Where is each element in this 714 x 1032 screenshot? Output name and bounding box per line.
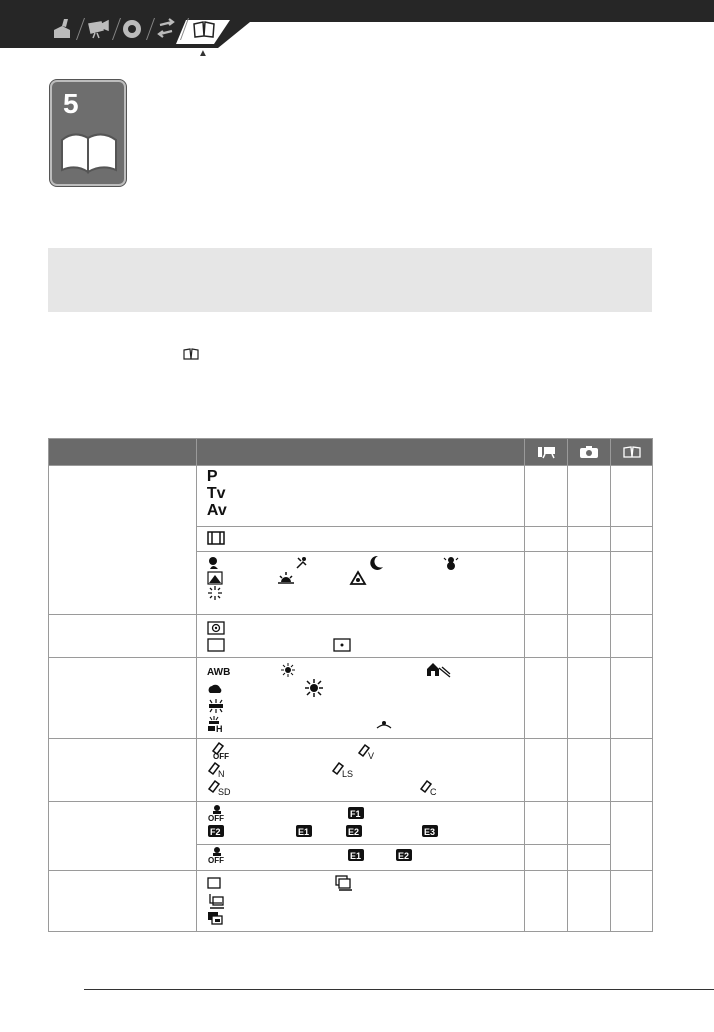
beach-icon <box>207 570 223 585</box>
table-row <box>49 615 653 658</box>
table-cell <box>611 802 653 871</box>
custom-white-balance-icon <box>375 716 393 731</box>
table-cell <box>525 552 568 615</box>
table-cell <box>611 466 653 527</box>
portrait-icon <box>207 555 221 570</box>
table-cell <box>525 845 568 871</box>
footer-rule <box>84 989 714 990</box>
effect-neutral-icon <box>207 761 229 779</box>
effect-e2-icon <box>395 847 413 862</box>
center-weighted-metering-icon <box>207 637 225 652</box>
table-row <box>49 802 653 845</box>
row-label-cell <box>49 871 197 932</box>
still-camera-icon <box>579 445 599 459</box>
svg-text:E1: E1 <box>297 826 309 837</box>
shade-icon <box>425 662 451 677</box>
row-label-cell <box>49 615 197 658</box>
program-letter: Av <box>206 502 227 519</box>
daylight-icon <box>281 662 295 677</box>
sports-icon <box>295 555 309 570</box>
table-cell <box>525 739 568 802</box>
spotlight-icon <box>350 570 366 585</box>
table-cell <box>525 466 568 527</box>
chapter-number: 5 <box>63 88 79 119</box>
digital-effect-off-icon <box>207 847 229 865</box>
effect-custom-icon <box>419 779 441 797</box>
cine-mode-cell <box>196 527 525 552</box>
effect-e2-icon <box>345 823 363 838</box>
single-shot-icon <box>207 875 221 890</box>
svg-text:N: N <box>217 768 225 779</box>
table-cell <box>525 527 568 552</box>
header-cell <box>49 439 197 466</box>
table-row <box>49 658 653 739</box>
table-cell <box>525 871 568 932</box>
row-label-cell <box>49 739 197 802</box>
effect-e1-icon <box>347 847 365 862</box>
transfer-arrows-icon[interactable] <box>154 16 178 40</box>
active-tab-marker: ▲ <box>198 48 208 59</box>
chapter-tab-banner <box>0 0 714 48</box>
effect-e1-icon <box>295 823 313 838</box>
svg-text:OFF: OFF <box>207 813 224 823</box>
table-cell <box>525 802 568 845</box>
header-cell-movie <box>525 439 568 466</box>
drive-mode-cell <box>196 871 525 932</box>
film-strip-icon <box>207 530 225 545</box>
sunset-icon <box>277 570 295 585</box>
svg-text:E1: E1 <box>349 850 361 861</box>
svg-text:F2: F2 <box>209 826 221 837</box>
snow-icon <box>443 555 459 570</box>
evaluative-metering-icon <box>207 620 225 635</box>
table-cell <box>611 658 653 739</box>
book-reference-icon <box>183 347 199 365</box>
fluorescent-icon <box>207 698 225 713</box>
table-cell <box>568 552 611 615</box>
svg-text:E3: E3 <box>423 826 435 837</box>
row-label-cell <box>49 802 197 871</box>
svg-text:C: C <box>429 786 437 797</box>
svg-text:F1: F1 <box>349 808 361 819</box>
svg-text:E2: E2 <box>347 826 359 837</box>
chapter-title-box <box>48 248 652 312</box>
table-cell <box>568 658 611 739</box>
cloudy-icon <box>207 680 223 695</box>
svg-text:H: H <box>215 723 223 734</box>
program-letter: P <box>206 468 218 485</box>
header-cell <box>196 439 525 466</box>
effect-off-icon <box>207 743 231 761</box>
fader-f1-icon <box>347 805 365 820</box>
tungsten-icon <box>305 680 323 695</box>
effect-low-sharpening-icon <box>331 761 357 779</box>
camcorder-icon[interactable] <box>86 16 110 40</box>
header-cell-photo <box>568 439 611 466</box>
book-icon[interactable] <box>192 16 216 40</box>
spot-metering-icon <box>333 637 351 652</box>
metering-cell <box>196 615 525 658</box>
svg-text:OFF: OFF <box>212 751 229 761</box>
white-balance-cell <box>196 658 525 739</box>
effect-e3-icon <box>421 823 439 838</box>
aperture-icon[interactable] <box>120 16 144 40</box>
table-header <box>49 439 653 466</box>
table-cell <box>568 466 611 527</box>
table-cell <box>568 615 611 658</box>
open-book-icon <box>58 126 120 176</box>
high-speed-continuous-icon <box>207 893 225 908</box>
table-cell <box>611 871 653 932</box>
row-label-cell <box>49 466 197 615</box>
effect-vivid-icon <box>357 743 379 761</box>
svg-text:E2: E2 <box>397 850 409 861</box>
header-cell-reference <box>611 439 653 466</box>
table-cell <box>568 871 611 932</box>
exposure-bracketing-icon <box>207 911 225 926</box>
program-modes-cell <box>196 466 525 527</box>
row-label-cell <box>49 658 197 739</box>
settings-table <box>48 438 653 932</box>
night-moon-icon <box>370 555 384 570</box>
table-cell <box>568 802 611 845</box>
fader-f2-icon <box>207 823 225 838</box>
digital-effect-off-icon <box>207 805 229 823</box>
table-cell <box>525 615 568 658</box>
program-letter: Tv <box>206 485 226 502</box>
chapter-badge <box>50 80 126 186</box>
book-reference-icon <box>623 446 641 458</box>
movie-camera-icon <box>536 445 556 459</box>
table-row <box>49 739 653 802</box>
table-cell <box>568 845 611 871</box>
fluorescent-h-icon <box>207 716 227 734</box>
image-effects-cell <box>196 739 525 802</box>
effect-soft-skin-icon <box>207 779 231 797</box>
table-row <box>49 466 653 527</box>
svg-text:AWB: AWB <box>206 666 231 678</box>
table-cell <box>568 739 611 802</box>
digital-effects-cell <box>196 802 525 845</box>
digital-effects-photo-cell <box>196 845 525 871</box>
table-cell <box>611 615 653 658</box>
table-row <box>49 871 653 932</box>
tripod-icon[interactable] <box>50 16 74 40</box>
svg-text:V: V <box>367 750 374 761</box>
table-cell <box>611 552 653 615</box>
table-cell <box>611 527 653 552</box>
auto-white-balance-icon <box>206 662 231 678</box>
fireworks-icon <box>207 585 223 600</box>
table-cell <box>568 527 611 552</box>
table-cell <box>525 658 568 739</box>
svg-text:SD: SD <box>217 786 231 797</box>
table-cell <box>611 739 653 802</box>
svg-text:LS: LS <box>341 768 353 779</box>
svg-text:OFF: OFF <box>207 855 224 865</box>
continuous-shot-icon <box>335 875 353 890</box>
scene-modes-cell <box>196 552 525 615</box>
